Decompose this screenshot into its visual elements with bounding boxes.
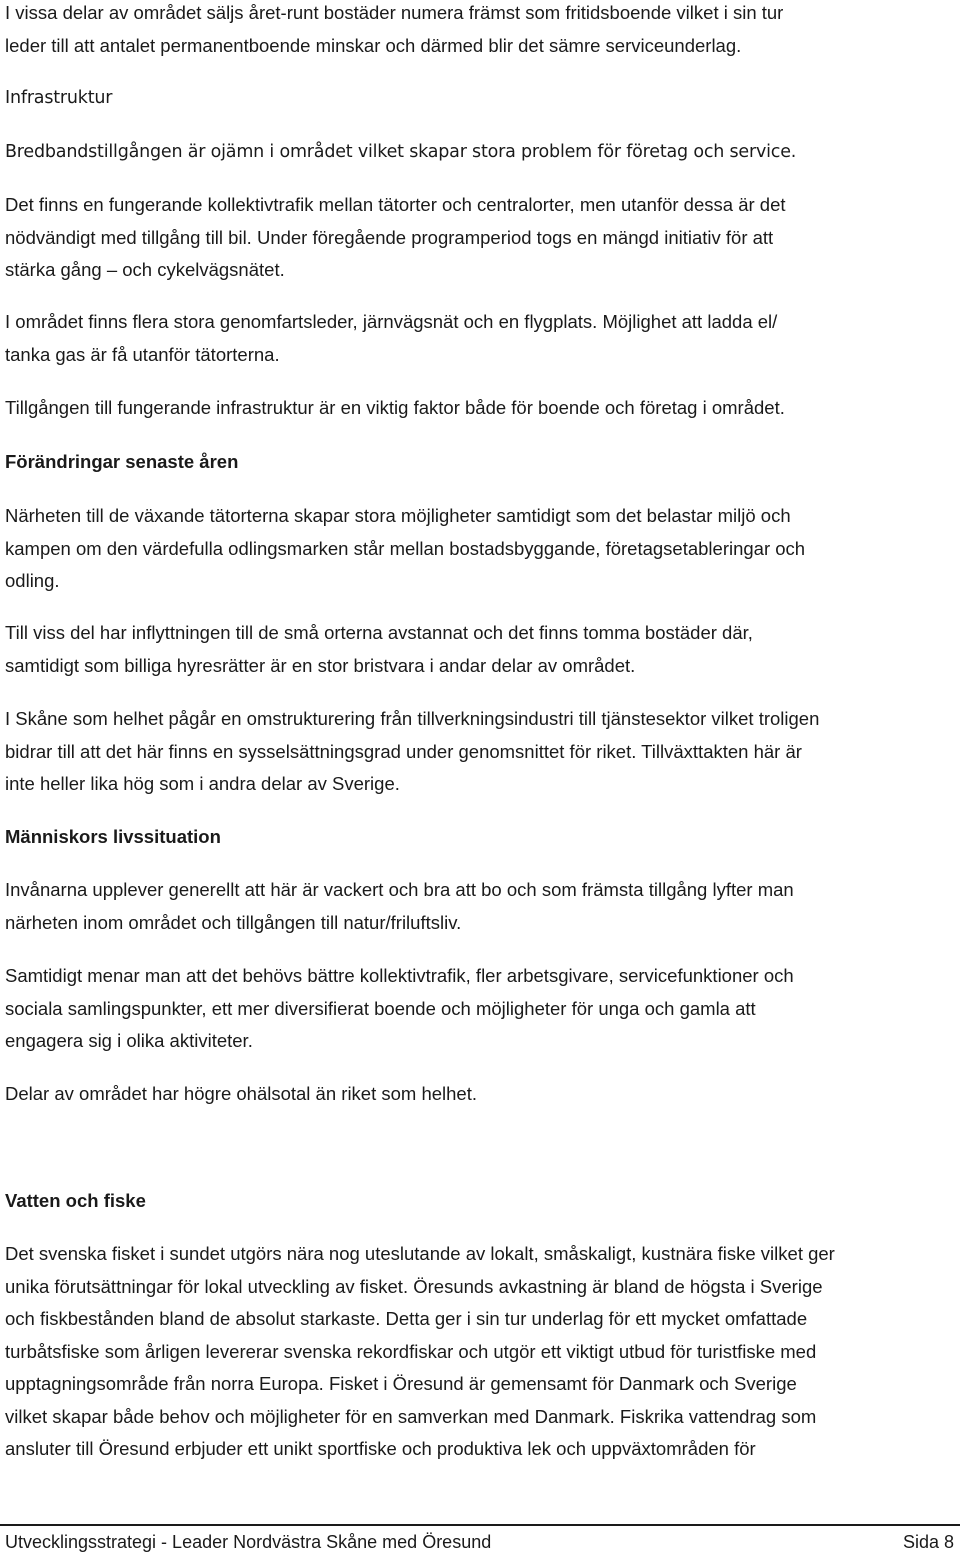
text-line: unika förutsättningar för lokal utveckling av fisket. Öresunds avkastning är bland de högsta i Sverige: [5, 1275, 823, 1297]
text-line: vilket skapar både behov och möjligheter för en samverkan med Danmark. Fiskrika vattendrag som: [5, 1405, 817, 1427]
heading-manniskors-livssituation: Människors livssituation: [5, 826, 221, 847]
text-line: Bredbandstillgången är ojämn i området vilket skapar stora problem för företag och service.: [5, 142, 797, 162]
text-line: leder till att antalet permanentboende minskar och därmed blir det sämre serviceunderlag.: [5, 34, 742, 56]
infrastructure-paragraph-1: [5, 136, 955, 169]
text-line: upptagningsområde från norra Europa. Fisket i Öresund är gemensamt för Danmark och Sverige: [5, 1373, 797, 1394]
text-line: engagera sig i olika aktiviteter.: [5, 1030, 253, 1051]
changes-paragraph-3: [5, 703, 955, 801]
text-line: och fiskbestånden bland de absolut starkaste. Detta ger i sin tur underlag för ett mycket omfattade: [5, 1308, 808, 1329]
heading-vatten-och-fiske: Vatten och fiske: [5, 1190, 146, 1211]
text-line: Till viss del har inflyttningen till de små orterna avstannat och det finns tomma bostäder där,: [5, 622, 753, 643]
text-line: Det svenska fisket i sundet utgörs nära nog uteslutande av lokalt, småskaligt, kustnära fiske vilket ger: [5, 1243, 835, 1264]
water-paragraph-1: [5, 1238, 955, 1466]
footer-title: Utvecklingsstrategi - Leader Nordvästra Skåne med Öresund: [5, 1532, 492, 1552]
living-paragraph-3: [5, 1078, 955, 1111]
text-line: närheten inom området och tillgången till natur/friluftsliv.: [5, 911, 462, 933]
text-line: turbåtsfiske som årligen levererar svenska rekordfiskar och utgör ett viktigt utbud för turistfiske med: [5, 1340, 817, 1362]
footer-divider: [0, 1524, 960, 1526]
infrastructure-paragraph-4: [5, 392, 955, 425]
text-line: samtidigt som billiga hyresrätter är en stor bristvara i andar delar av området.: [5, 654, 636, 676]
text-line: Samtidigt menar man att det behövs bättre kollektivtrafik, fler arbetsgivare, servicefunktioner och: [5, 965, 794, 986]
text-line: inte heller lika hög som i andra delar av Sverige.: [5, 773, 400, 794]
page-number: Sida 8: [902, 1532, 954, 1552]
text-line: I området finns flera stora genomfartsleder, järnvägsnät och en flygplats. Möjlighet att ladda el/: [5, 311, 778, 332]
heading-forandringar: Förändringar senaste åren: [5, 451, 239, 472]
heading-infrastruktur: Infrastruktur: [5, 88, 113, 108]
living-paragraph-2: [5, 960, 955, 1058]
text-line: bidrar till att det här finns en sysselsättningsgrad under genomsnittet för riket. Tillväxttakten här är: [5, 740, 802, 762]
text-line: nödvändigt med tillgång till bil. Under föregående programperiod togs en mängd initiativ för att: [5, 226, 774, 248]
infrastructure-paragraph-2: [5, 189, 955, 287]
changes-paragraph-1: [5, 500, 955, 598]
text-line: stärka gång – och cykelvägsnätet.: [5, 259, 285, 280]
text-line: I vissa delar av området säljs året-runt bostäder numera främst som fritidsboende vilket i sin tur: [5, 2, 784, 23]
text-line: tanka gas är få utanför tätorterna.: [5, 343, 280, 365]
living-paragraph-1: [5, 874, 955, 939]
text-line: kampen om den värdefulla odlingsmarken står mellan bostadsbyggande, företagsetableringar och: [5, 537, 806, 559]
text-line: Tillgången till fungerande infrastruktur är en viktig faktor både för boende och företag i området.: [5, 397, 785, 418]
intro-paragraph: [5, 0, 955, 62]
text-line: odling.: [5, 570, 60, 591]
changes-paragraph-2: [5, 617, 955, 682]
text-line: I Skåne som helhet pågår en omstrukturering från tillverkningsindustri till tjänstesektor vilket troligen: [5, 708, 820, 729]
text-line: ansluter till Öresund erbjuder ett unikt sportfiske och produktiva lek och uppväxtområden för: [5, 1438, 756, 1459]
text-line: Invånarna upplever generellt att här är vackert och bra att bo och som främsta tillgång lyfter man: [5, 879, 794, 900]
infrastructure-paragraph-3: [5, 306, 955, 371]
text-line: Delar av området har högre ohälsotal än riket som helhet.: [5, 1083, 478, 1104]
text-line: Närheten till de växande tätorterna skapar stora möjligheter samtidigt som det belastar miljö och: [5, 505, 791, 526]
text-line: sociala samlingspunkter, ett mer diversifierat boende och möjligheter för unga och gamla att: [5, 997, 756, 1019]
text-line: Det finns en fungerande kollektivtrafik mellan tätorter och centralorter, men utanför dessa är det: [5, 194, 786, 215]
